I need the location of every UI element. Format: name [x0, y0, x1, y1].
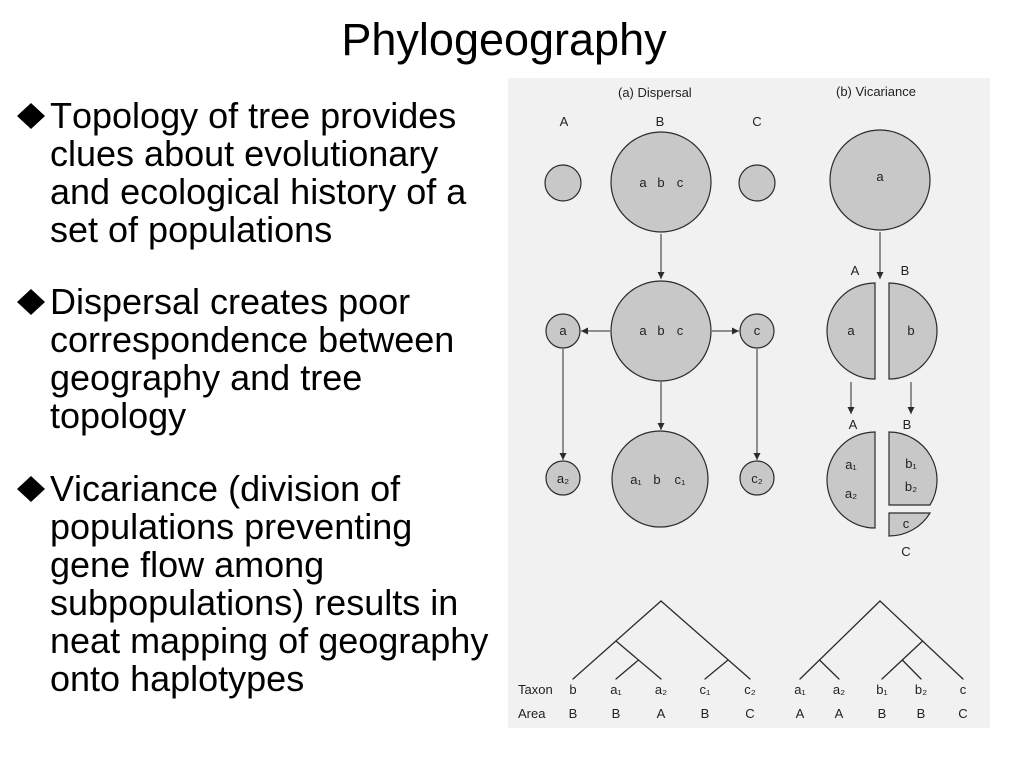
- area-label: C: [901, 544, 911, 559]
- diamond-bullet-icon: [16, 102, 46, 130]
- bullet-line: subpopulations) results in: [50, 582, 459, 623]
- haplotype-label: b: [657, 175, 665, 190]
- area-label: A: [559, 114, 569, 129]
- tree-area-label: C: [958, 706, 968, 721]
- population-circle-area-c: [739, 165, 775, 201]
- tree-area-label: B: [568, 706, 578, 721]
- vicariance-heading: (b) Vicariance: [836, 84, 916, 99]
- tree-area-label: B: [700, 706, 710, 721]
- haplotype-label: a₂: [556, 471, 570, 486]
- haplotype-label: a₁: [845, 457, 857, 472]
- area-label: A: [850, 263, 860, 278]
- haplotype-label: a: [559, 323, 567, 338]
- bullet-line: topology: [50, 395, 187, 436]
- diamond-shape: [17, 103, 45, 129]
- haplotype-label: c₁: [674, 472, 686, 487]
- bullet-text: [50, 97, 466, 249]
- diamond-shape: [17, 289, 45, 315]
- bullet-line: geography and tree: [50, 357, 363, 398]
- tree-area-label: C: [745, 706, 755, 721]
- diamond-bullet-icon: [16, 288, 46, 316]
- bullet-line: gene flow among: [50, 544, 325, 585]
- tree-area-label: A: [656, 706, 666, 721]
- haplotype-label: a: [847, 323, 855, 338]
- bullet-line: Topology of tree provides: [50, 95, 457, 136]
- tree-taxon-label: a₂: [654, 682, 668, 697]
- bullet-line: populations preventing: [50, 506, 413, 547]
- dispersal-vicariance-figure: [505, 75, 995, 735]
- area-label: B: [655, 114, 665, 129]
- bullet-line: onto haplotypes: [50, 658, 305, 699]
- tree-taxon-label: b₂: [914, 682, 928, 697]
- haplotype-label: b₁: [905, 456, 917, 471]
- slide-title: Phylogeography: [341, 14, 667, 65]
- tree-taxon-label: b₁: [876, 682, 888, 697]
- population-circle-area-a: [545, 165, 581, 201]
- diamond-shape: [17, 476, 45, 502]
- haplotype-label: b: [907, 323, 915, 338]
- haplotype-label: b: [657, 323, 665, 338]
- bullet-line: clues about evolutionary: [50, 133, 439, 174]
- bullet-text: [50, 470, 488, 698]
- bullet-text: [50, 283, 454, 435]
- tree-area-label: A: [795, 706, 805, 721]
- area-label: C: [752, 114, 762, 129]
- tree-taxon-label: a₁: [610, 682, 622, 697]
- haplotype-label: b₂: [904, 479, 918, 494]
- tree-taxon-label: c: [959, 682, 967, 697]
- tree-area-label: B: [877, 706, 887, 721]
- area-label: B: [902, 417, 912, 432]
- haplotype-label: a: [639, 175, 647, 190]
- tree-taxon-label: b: [569, 682, 577, 697]
- haplotype-label: c: [676, 175, 684, 190]
- haplotype-label: c: [753, 323, 761, 338]
- tree-taxon-label: c₁: [699, 682, 711, 697]
- tree-taxon-label: a₁: [794, 682, 806, 697]
- tree-taxon-label: a₂: [832, 682, 846, 697]
- bullet-line: neat mapping of geography: [50, 620, 489, 661]
- haplotype-label: a₁: [630, 472, 642, 487]
- haplotype-label: c: [676, 323, 684, 338]
- haplotype-label: a: [876, 169, 884, 184]
- bullet-line: Dispersal creates poor: [50, 281, 411, 322]
- dispersal-heading: (a) Dispersal: [618, 85, 692, 100]
- haplotype-label: a: [639, 323, 647, 338]
- bullet-line: correspondence between: [50, 319, 455, 360]
- tree-area-label: B: [916, 706, 926, 721]
- haplotype-label: c₂: [751, 471, 763, 486]
- tree-taxon-label: c₂: [744, 682, 756, 697]
- bullet-line: and ecological history of a: [50, 171, 467, 212]
- bullet-line: Vicariance (division of: [50, 468, 401, 509]
- tree-area-label: B: [611, 706, 621, 721]
- haplotype-label: c: [902, 516, 910, 531]
- bullet-line: set of populations: [50, 209, 333, 250]
- area-label: A: [848, 417, 858, 432]
- taxon-row-label: Taxon: [518, 682, 553, 697]
- diamond-bullet-icon: [16, 475, 46, 503]
- area-label: B: [900, 263, 910, 278]
- haplotype-label: b: [653, 472, 661, 487]
- tree-area-label: A: [834, 706, 844, 721]
- area-row-label: Area: [518, 706, 546, 721]
- haplotype-label: a₂: [844, 486, 858, 501]
